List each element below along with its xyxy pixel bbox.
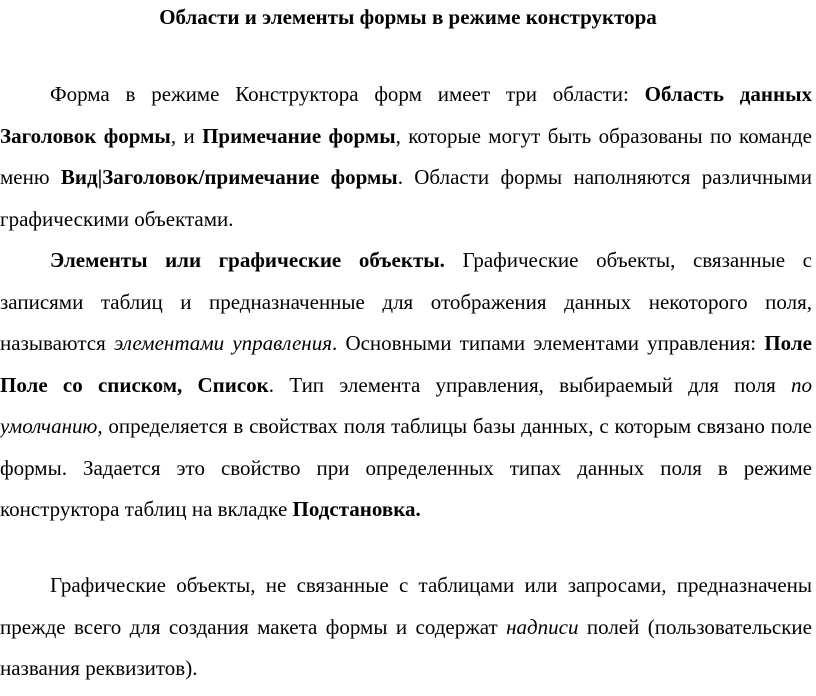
p2-bold-heading: Элементы или графические объекты. — [50, 248, 445, 272]
p1-bold-form-note: Примечание формы — [202, 123, 396, 148]
p1-text-3: , которые могут быть образованы по команде меню — [0, 123, 812, 189]
p2-bold-lookup-tab: Подстановка. — [292, 497, 421, 521]
p1-text-2: , и — [170, 123, 203, 148]
p3-text-2: полей (пользовательские названия реквизитов). — [0, 614, 812, 680]
p2-text-4: , определяется в свойствах поля таблицы базы данных, с которым связано поле формы. Задается это свойство при определенных типах данных поля в режиме конструктора таблиц на вкладке — [0, 414, 812, 521]
p2-bold-control-types: Поле Поле со списком, Список — [0, 331, 813, 397]
p3-text-1: Графические объекты, не связанные с таблицами или запросами, предназначены прежде всего для создания макета формы и содержат — [0, 573, 812, 639]
paragraph-form-areas — [0, 74, 812, 240]
p2-text-1: Графические объекты, связанные с записями таблиц и предназначенные для отображения данных некоторого поля, называются — [0, 248, 812, 355]
p1-text-4: . Области формы наполняются различными графическими объектами. — [0, 165, 812, 231]
paragraph-unbound-objects — [0, 565, 812, 690]
p3-italic-labels: надписи — [506, 614, 579, 639]
p2-italic-default: по умолчанию — [0, 372, 812, 438]
document-title: Области и элементы формы в режиме конструктора — [159, 5, 657, 29]
p2-italic-controls: элементами управления — [113, 331, 332, 355]
p1-bold-menu-command: Вид|Заголовок/примечание формы — [60, 165, 398, 189]
p2-text-3: . Тип элемента управления, выбираемый для поля — [268, 372, 791, 397]
paragraph-controls — [0, 240, 812, 531]
p1-bold-data-area-header: Область данных Заголовок формы — [0, 82, 812, 148]
p1-text-1: Форма в режиме Конструктора форм имеет три области: — [50, 82, 645, 106]
p2-text-2: . Основными типами элементами управления: — [331, 331, 765, 355]
